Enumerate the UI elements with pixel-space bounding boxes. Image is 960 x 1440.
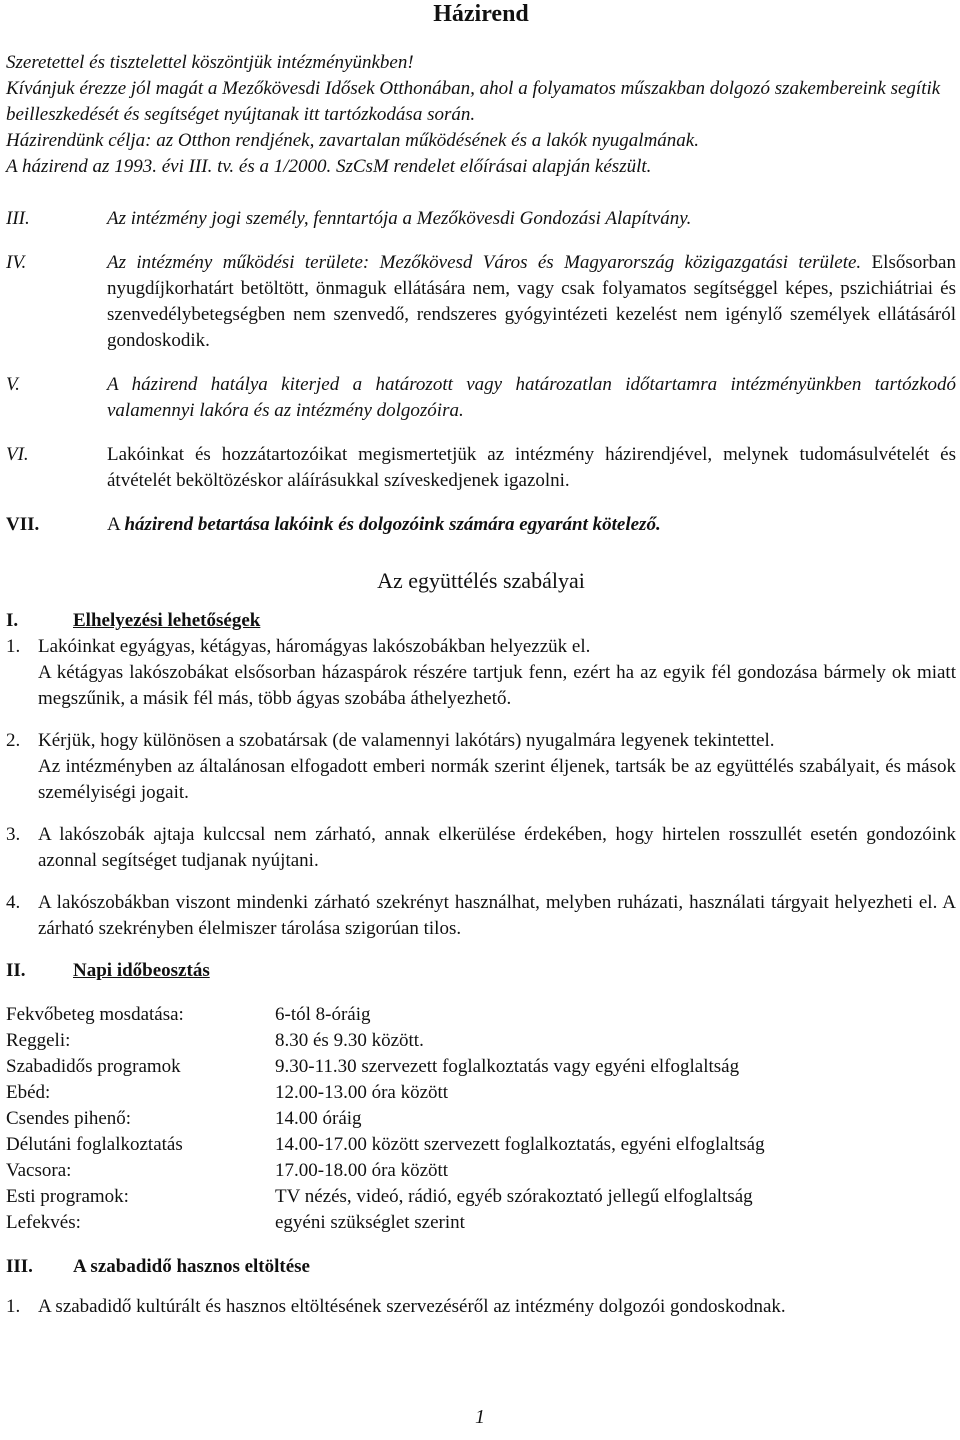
- roman-item-text: [107, 512, 956, 538]
- list-item: [6, 1294, 956, 1320]
- list-item-text: [38, 890, 956, 942]
- section-heading-1: [6, 608, 956, 634]
- list-item-number: 1.: [6, 636, 21, 657]
- page-number: 1: [475, 1406, 485, 1428]
- roman-item-text-prefix: A: [107, 514, 125, 535]
- schedule-row: [6, 1106, 956, 1132]
- schedule-value: 14.00 óráig: [275, 1108, 362, 1129]
- intro-paragraph: Kívánjuk érezze jól magát a Mezőkövesdi Idősek Otthonában, ahol a folyamatos műszakban dolgozó szakembereink segítik beilleszkedését és segítséget nyújtanak itt tartózkodása során.: [6, 78, 941, 125]
- roman-item-text: Lakóinkat és hozzátartozóikat megismertetjük az intézmény házirendjével, melynek tudomásulvételét és átvételét beköltözéskor aláírásukkal szíveskedjenek igazolni.: [107, 444, 956, 491]
- schedule-value: 8.30 és 9.30 között.: [275, 1030, 424, 1051]
- schedule-row: [6, 1132, 956, 1158]
- roman-item-number: IV.: [6, 252, 27, 273]
- list-item-number: 2.: [6, 730, 21, 751]
- schedule-value: 6-tól 8-óráig: [275, 1004, 371, 1025]
- list-item-line: Lakóinkat egyágyas, kétágyas, háromágyas lakószobákban helyezzük el.: [38, 636, 591, 657]
- section-number: I.: [6, 610, 19, 631]
- roman-item-text: Az intézmény jogi személy, fenntartója a Mezőkövesdi Gondozási Alapítvány.: [107, 208, 692, 229]
- roman-item-text: [107, 250, 956, 354]
- section-heading-3: [6, 1254, 956, 1280]
- roman-item: [6, 372, 956, 424]
- intro-greeting: Szeretettel és tisztelettel köszöntjük intézményünkben!: [6, 52, 414, 73]
- list-item-line: A lakószobákban viszont mindenki zárható szekrényt használhat, melyben ruházati, használati tárgyait helyezheti el. A zárható szekrényben élelmiszer tárolása szigorúan tilos.: [38, 892, 956, 939]
- roman-item: [6, 250, 956, 354]
- schedule-value: egyéni szükséglet szerint: [275, 1212, 465, 1233]
- section-title: A szabadidő hasznos eltöltése: [73, 1256, 310, 1277]
- list-item-line: Az intézményben az általánosan elfogadott emberi normák szerint éljenek, tartsák be az együttélés szabályait, és mások személyiségi jogait.: [38, 756, 956, 803]
- schedule-value: 9.30-11.30 szervezett foglalkoztatás vagy egyéni elfoglaltság: [275, 1056, 740, 1077]
- intro-purpose: Házirendünk célja: az Otthon rendjének, zavartalan működésének és a lakók nyugalmának.: [6, 130, 699, 151]
- schedule-label: Vacsora:: [6, 1160, 72, 1181]
- schedule-label: Esti programok:: [6, 1186, 129, 1207]
- section-subtitle: Az együttélés szabályai: [377, 568, 585, 593]
- list-item-text: [38, 728, 956, 806]
- schedule-value: TV nézés, videó, rádió, egyéb szórakoztató jellegű elfoglaltság: [275, 1186, 753, 1207]
- schedule-label: Ebéd:: [6, 1082, 51, 1103]
- list-item-line: Kérjük, hogy különösen a szobatársak (de valamennyi lakótárs) nyugalmára legyenek tekintettel.: [38, 730, 775, 751]
- list-item: [6, 890, 956, 942]
- roman-item-number: VI.: [6, 444, 29, 465]
- section-number: II.: [6, 960, 26, 981]
- list-item-text: A szabadidő kultúrált és hasznos eltöltésének szervezéséről az intézmény dolgozói gondoskodnak.: [38, 1296, 786, 1317]
- schedule-row: [6, 1184, 956, 1210]
- list-item-number: 4.: [6, 892, 21, 913]
- roman-item-number: III.: [6, 208, 30, 229]
- schedule-label: Délutáni foglalkoztatás: [6, 1134, 183, 1155]
- roman-list: [6, 206, 956, 538]
- section-number: III.: [6, 1256, 33, 1277]
- schedule-value: 17.00-18.00 óra között: [275, 1160, 449, 1181]
- list-item-text: [38, 822, 956, 874]
- schedule-row: [6, 1054, 956, 1080]
- schedule-label: Csendes pihenő:: [6, 1108, 132, 1129]
- document-title: Házirend: [433, 1, 529, 27]
- list-item: [6, 634, 956, 712]
- roman-item: [6, 442, 956, 494]
- roman-item-text-normal: Elsősorban nyugdíjkorhatárt betöltött, önmaguk ellátására nem, vagy csak folyamatos segítséggel képes, pszichiátriai és szenvedélybetegségben nem szenvedő, rendszeres gyógyintézeti kezelést nem igénylő személyek ellátásáról gondoskodik.: [107, 252, 956, 351]
- list-item-number: 3.: [6, 824, 21, 845]
- schedule-label: Reggeli:: [6, 1030, 71, 1051]
- schedule-row: [6, 1002, 956, 1028]
- list-item: [6, 728, 956, 806]
- intro-legal-basis: A házirend az 1993. évi III. tv. és a 1/2000. SzCsM rendelet előírásai alapján készült.: [6, 156, 652, 177]
- list-item-line: A kétágyas lakószobákat elsősorban házaspárok részére tartjuk fenn, ezért ha az egyik fél gondozása bármely ok miatt megszűnik, a másik fél más, több ágyas szobába áthelyezhető.: [38, 662, 956, 709]
- schedule-row: [6, 1210, 956, 1236]
- roman-item: [6, 512, 956, 538]
- roman-item-text-italic: Az intézmény működési területe: Mezőkövesd Város és Magyarország közigazgatási területe.: [107, 252, 862, 273]
- schedule-label: Szabadidős programok: [6, 1056, 181, 1077]
- schedule-row: [6, 1080, 956, 1106]
- list-item-line: A lakószobák ajtaja kulccsal nem zárható, annak elkerülése érdekében, hogy hirtelen rosszullét esetén gondozóink azonnal segítséget tudjanak nyújtani.: [38, 824, 956, 871]
- section-title: Napi időbeosztás: [73, 960, 210, 981]
- roman-item-number: V.: [6, 374, 20, 395]
- intro-block: [6, 50, 956, 180]
- section-title: Elhelyezési lehetőségek: [73, 610, 261, 631]
- roman-item-text-bold: házirend betartása lakóink és dolgozóink számára egyaránt kötelező.: [124, 514, 661, 535]
- list-item-number: 1.: [6, 1296, 21, 1317]
- schedule-row: [6, 1028, 956, 1054]
- list-item-text: [38, 634, 956, 712]
- roman-item-text: A házirend hatálya kiterjed a határozott vagy határozatlan időtartamra intézményünkben tartózkodó valamennyi lakóra és az intézmény dolgozóira.: [107, 374, 956, 421]
- roman-item-number: VII.: [6, 514, 40, 535]
- roman-item: [6, 206, 956, 232]
- schedule-label: Fekvőbeteg mosdatása:: [6, 1004, 184, 1025]
- schedule-row: [6, 1158, 956, 1184]
- schedule-value: 12.00-13.00 óra között: [275, 1082, 449, 1103]
- schedule-table: [6, 1002, 956, 1236]
- list-item: [6, 822, 956, 874]
- schedule-label: Lefekvés:: [6, 1212, 81, 1233]
- document-page: [6, 0, 956, 1336]
- section-heading-2: [6, 958, 956, 984]
- schedule-value: 14.00-17.00 között szervezett foglalkoztatás, egyéni elfoglaltság: [275, 1134, 765, 1155]
